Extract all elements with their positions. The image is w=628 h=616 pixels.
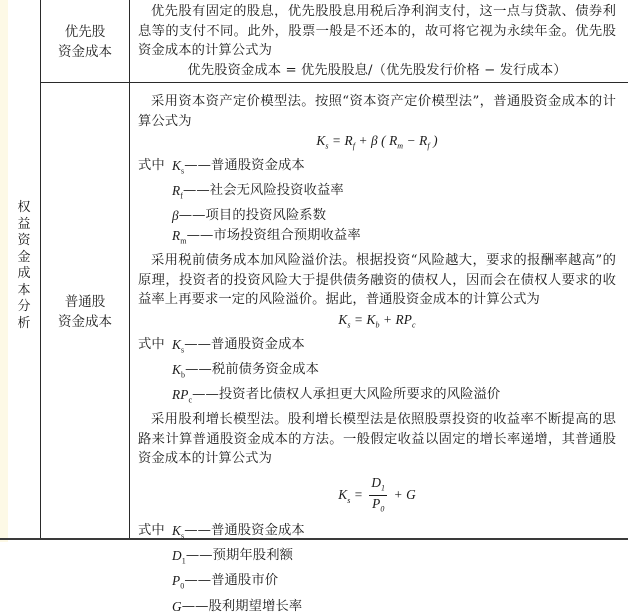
category-char: 本 [17, 282, 31, 298]
definition-row [138, 226, 616, 251]
common-stock-content [138, 92, 616, 616]
label-line: 普通股 [64, 294, 106, 310]
definition-symbol: $K_s$ [172, 336, 185, 355]
definition-row [138, 206, 616, 226]
definition-text: ——项目的投资风险系数 [178, 208, 327, 224]
preferred-stock-formula: 优先股资金成本 = 优先股股息/（优先股发行价格 − 发行成本） [187, 62, 567, 78]
capm-definitions [138, 156, 616, 251]
definition-text: ——预期年股利额 [185, 548, 293, 564]
dividend-growth-definitions [138, 521, 616, 616]
category-char: 金 [17, 249, 31, 265]
definition-symbol: $D_1$ [172, 548, 186, 566]
definition-row [138, 181, 616, 206]
label-line: 优先股 [64, 24, 106, 40]
definition-row [138, 571, 616, 596]
definition-symbol: G [172, 598, 182, 614]
definition-text: ——市场投资组合预期收益率 [186, 227, 361, 243]
definition-symbol: $P_0$ [172, 573, 185, 592]
where-label: 式中 [138, 336, 165, 352]
capm-paragraph: 采用资本资产定价模型法。按照“资本资产定价模型法”，普通股资金成本的计算公式为 [138, 94, 616, 129]
definition-text: ——股利期望增长率 [181, 598, 303, 614]
table-border-middle [129, 0, 130, 540]
definition-row [138, 335, 616, 360]
capm-formula: $K_s = R_f + \beta$ ( $R_m - R_f$ ) [316, 133, 438, 151]
category-label [8, 200, 40, 332]
preferred-stock-content [138, 2, 616, 80]
definition-symbol: $RP_c$ [172, 387, 193, 405]
category-char: 权 [17, 200, 31, 215]
definition-symbol: $R_f$ [172, 183, 183, 201]
definition-text: ——普通股市价 [184, 573, 279, 589]
definition-symbol: $R_m$ [172, 227, 187, 246]
definition-symbol: $K_b$ [172, 361, 186, 380]
risk-premium-definitions [138, 335, 616, 410]
definition-row [138, 156, 616, 181]
definition-symbol: $K_s$ [172, 523, 185, 541]
definition-text: ——普通股资金成本 [184, 336, 305, 352]
risk-premium-paragraph: 采用税前债务成本加风险溢价法。根据投资“风险越大，要求的报酬率越高”的原理，投资者的投资风险大于提供债务融资的债权人，因而会在债权人要求的收益率上再要求一定的风险溢价。据此，普通股资金成本的计算公式为 [138, 253, 616, 308]
where-label: 式中 [138, 523, 165, 539]
definition-symbol: $K_s$ [172, 158, 185, 176]
definition-text: ——普通股资金成本 [184, 158, 305, 174]
label-line: 资金成本 [58, 314, 112, 330]
risk-premium-formula: $K_s = K_b + RP_c$ [338, 311, 416, 330]
dividend-growth-formula: $K_s$ = $\frac{D_1}{P_0}$ + G [138, 475, 616, 517]
row-divider [40, 82, 628, 83]
category-char: 分 [17, 299, 31, 314]
definition-row [138, 385, 616, 410]
dividend-growth-paragraph: 采用股利增长模型法。股利增长模型法是依照股票投资的收益率不断提高的思路来计算普通股资金成本的方法。一般假定收益以固定的增长率递增，其普通股资金成本的计算公式为 [138, 412, 616, 467]
definition-row [138, 597, 616, 616]
definition-text: ——社会无风险投资收益率 [183, 183, 344, 199]
definition-text: ——税前债务资金成本 [185, 361, 320, 377]
category-char: 成 [17, 266, 31, 281]
definition-text: ——投资者比债权人承担更大风险所要求的风险溢价 [192, 387, 501, 403]
definition-row [138, 521, 616, 546]
definition-text: ——普通股资金成本 [184, 523, 305, 539]
definition-row [138, 360, 616, 385]
table-border-left [40, 0, 41, 540]
fraction: $\frac{D_1}{P_0}$ [371, 474, 386, 515]
definition-row [138, 546, 616, 571]
preferred-stock-label [41, 22, 129, 62]
where-label: 式中 [138, 158, 165, 174]
page-margin-strip [0, 0, 8, 542]
category-char: 益 [17, 216, 31, 232]
definition-symbol: β [172, 208, 179, 224]
preferred-stock-paragraph: 优先股有固定的股息，优先股股息用税后净利润支付，这一点与贷款、债券利息等的支付不同。此外，股票一般是不还本的，故可将它视为永续年金。优先股资金成本的计算公式为 [138, 4, 616, 58]
common-stock-label [41, 292, 129, 332]
category-char: 资 [17, 233, 31, 248]
label-line: 资金成本 [58, 44, 112, 60]
category-char: 析 [17, 315, 31, 331]
